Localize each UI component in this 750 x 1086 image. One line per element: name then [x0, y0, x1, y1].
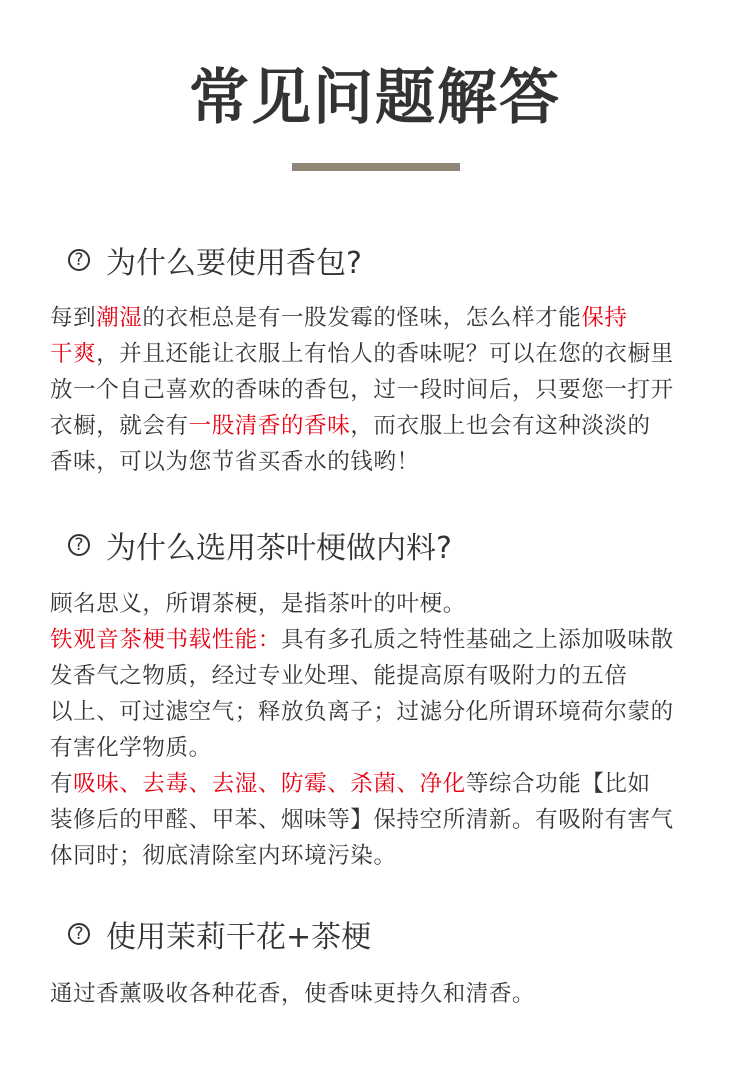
text-segment: 发香气之物质，经过专业处理、能提高原有吸附力的五倍 — [50, 663, 628, 689]
highlight-text: 吸味、去毒、去湿、防霉、杀菌、净化 — [73, 771, 466, 797]
question-heading-3 — [68, 914, 371, 954]
paragraph-line — [50, 408, 720, 444]
answer-paragraph-1 — [50, 300, 720, 480]
paragraph-line — [50, 586, 720, 622]
question-heading-2 — [68, 525, 452, 565]
highlight-text: 一股清香的香味 — [188, 413, 351, 439]
text-segment: 以上、可过滤空气；释放负离子；过滤分化所谓环境荷尔蒙的 — [50, 699, 674, 725]
question-text: 使用茉莉干花+茶梗 — [106, 920, 372, 955]
text-segment: 每到 — [50, 305, 97, 331]
text-segment: 的衣柜总是有一股发霉的怪味，怎么样才能 — [142, 305, 582, 331]
paragraph-line — [50, 658, 720, 694]
paragraph-line — [50, 802, 720, 838]
paragraph-line — [50, 694, 720, 730]
question-text: 为什么要使用香包? — [106, 246, 362, 281]
text-segment: ，并且还能让衣服上有怡人的香味呢？可以在您的衣橱里 — [96, 341, 674, 367]
page-title: 常见问题解答 — [189, 63, 561, 133]
text-segment: 香味，可以为您节省买香水的钱哟！ — [50, 449, 420, 475]
paragraph-line — [50, 838, 720, 874]
paragraph-line — [50, 372, 720, 408]
paragraph-line — [50, 336, 720, 372]
text-segment: 有 — [50, 771, 74, 797]
highlight-text: 保持 — [581, 305, 628, 331]
text-segment: 体同时；彻底清除室内环境污染。 — [50, 843, 397, 869]
paragraph-line — [50, 766, 720, 802]
text-segment: 顾名思义，所谓茶梗，是指茶叶的叶梗。 — [50, 591, 466, 617]
question-circle-icon: ? — [68, 534, 90, 556]
text-segment: 具有多孔质之特性基础之上添加吸味散 — [281, 627, 674, 653]
highlight-text: 铁观音茶梗书载性能： — [50, 627, 282, 653]
text-segment: 衣橱，就会有 — [50, 413, 189, 439]
paragraph-line — [50, 444, 720, 480]
answer-paragraph-3 — [50, 976, 720, 1012]
title-divider — [292, 163, 460, 171]
question-text: 为什么选用茶叶梗做内料? — [106, 531, 452, 566]
paragraph-line — [50, 300, 720, 336]
answer-paragraph-2 — [50, 586, 720, 874]
text-segment: 通过香薰吸收各种花香，使香味更持久和清香。 — [50, 981, 536, 1007]
paragraph-line — [50, 976, 720, 1012]
question-circle-icon: ? — [68, 249, 90, 271]
question-heading-1 — [68, 240, 362, 280]
question-circle-icon: ? — [68, 923, 90, 945]
highlight-text: 潮湿 — [96, 305, 143, 331]
text-segment: 有害化学物质。 — [50, 735, 212, 761]
text-segment: 等综合功能【比如 — [465, 771, 651, 797]
text-segment: ，而衣服上也会有这种淡淡的 — [350, 413, 651, 439]
text-segment: 装修后的甲醛、甲苯、烟味等】保持空所清新。有吸附有害气 — [50, 807, 674, 833]
paragraph-line — [50, 622, 720, 658]
paragraph-line — [50, 730, 720, 766]
text-segment: 放一个自己喜欢的香味的香包，过一段时间后，只要您一打开 — [50, 377, 674, 403]
highlight-text: 干爽 — [50, 341, 97, 367]
